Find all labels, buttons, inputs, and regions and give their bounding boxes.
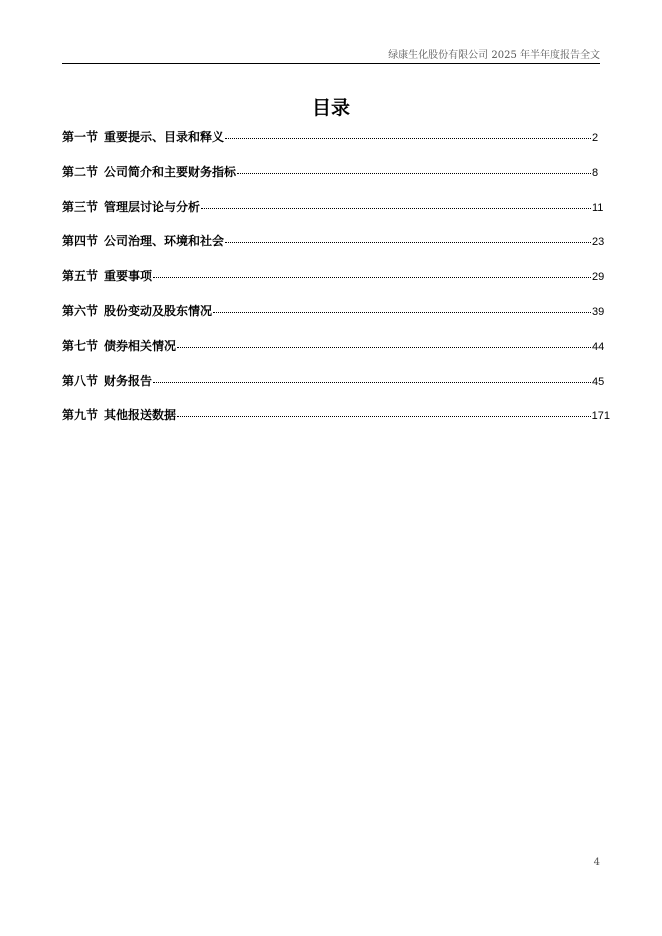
toc-leader-dots [153, 382, 591, 383]
toc-entry[interactable] [62, 337, 610, 372]
toc-entry[interactable] [62, 267, 610, 302]
toc-leader-dots [201, 208, 591, 209]
running-header: 绿康生化股份有限公司 2025 年半年度报告全文 [388, 50, 600, 61]
toc-leader-dots [213, 312, 591, 313]
toc-section-name: 公司简介和主要财务指标 [104, 164, 237, 179]
toc-section-number: 第五节 [62, 269, 99, 284]
toc-list [62, 128, 610, 441]
toc-section-number: 第一节 [62, 130, 99, 144]
toc-section-number: 第九节 [62, 408, 99, 423]
toc-entry[interactable] [62, 406, 610, 441]
toc-leader-dots [225, 138, 591, 139]
toc-leader-dots [177, 347, 591, 348]
toc-page-number: 171 [591, 410, 610, 423]
toc-title: 目录 [311, 97, 350, 119]
toc-section-number: 第八节 [62, 373, 99, 388]
toc-entry[interactable] [62, 128, 610, 163]
toc-entry[interactable] [62, 198, 610, 233]
toc-page-number: 11 [592, 201, 604, 214]
toc-page-number: 45 [592, 375, 605, 388]
toc-page-number: 23 [592, 236, 605, 249]
toc-section-number: 第二节 [62, 164, 99, 179]
page-number: 4 [593, 857, 600, 868]
toc-leader-dots [237, 173, 591, 174]
toc-page-number: 29 [592, 271, 605, 284]
toc-section-name: 财务报告 [104, 373, 153, 388]
header-rule [62, 63, 600, 64]
toc-section-name: 重要事项 [104, 269, 153, 284]
toc-entry[interactable] [62, 163, 610, 198]
toc-entry[interactable] [62, 372, 610, 407]
toc-section-name: 其他报送数据 [104, 408, 177, 423]
toc-leader-dots [177, 416, 591, 417]
toc-page-number: 44 [592, 340, 605, 353]
toc-entry[interactable] [62, 302, 610, 337]
toc-leader-dots [153, 277, 591, 278]
toc-page-number: 8 [592, 166, 599, 179]
toc-entry[interactable] [62, 232, 610, 267]
toc-section-name: 公司治理、环境和社会 [104, 234, 225, 249]
toc-page-number: 39 [592, 305, 605, 318]
toc-section-name: 股份变动及股东情况 [104, 303, 213, 318]
toc-page-number: 2 [592, 132, 599, 144]
toc-section-number: 第七节 [62, 338, 99, 353]
toc-section-name: 管理层讨论与分析 [104, 199, 201, 214]
toc-leader-dots [225, 242, 591, 243]
toc-section-name: 债券相关情况 [104, 338, 177, 353]
toc-section-number: 第六节 [62, 303, 99, 318]
toc-section-name: 重要提示、目录和释义 [104, 130, 225, 144]
toc-section-number: 第三节 [62, 199, 99, 214]
toc-section-number: 第四节 [62, 234, 99, 249]
